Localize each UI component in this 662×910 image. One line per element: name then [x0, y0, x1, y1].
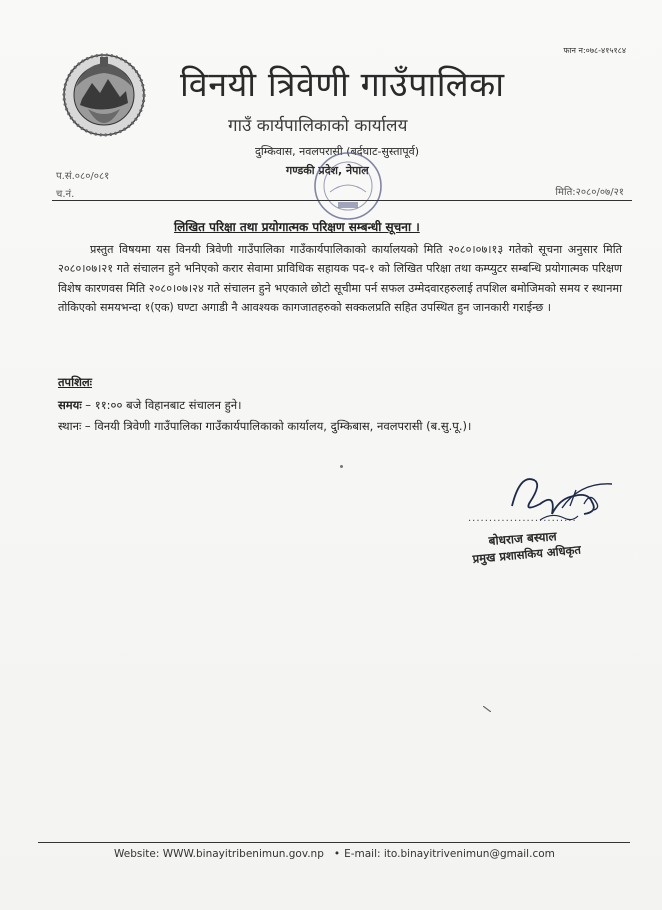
- time-label: समयः: [58, 398, 82, 412]
- dispatch-number: च.नं.: [56, 189, 75, 200]
- footer-bullet: •: [333, 848, 341, 860]
- footer-website: Website: WWW.binayitribenimun.gov.np: [114, 848, 324, 860]
- footer-email: E-mail: ito.binayitrivenimun@gmail.com: [344, 848, 555, 860]
- address-line-2: गण्डकी प्रदेश, नेपाल: [286, 164, 369, 177]
- notice-body: प्रस्तुत विषयमा यस विनयी त्रिवेणी गाउँपालिका गाउँकार्यपालिकाको कार्यालयको मिति २०८०।०७।१३ गतेको सूचना अनुसार मिति २०८०।०७।२१ गते संचालन हुने भनिएको करार सेवामा प्राविधिक सहायक पद-१ को लिखित परिक्षा तथा कम्प्युटर सम्बन्धि प्रयोगात्मक परिक्षण विशेष कारणवस मिति २०८०।०७।२४ गते संचालन हुने भएकाले छोटो सूचीमा पर्न सफल उम्मेदवारहरुलाई तपशिल बमोजिमको समय र स्थानमा तोकिएको समयभन्दा १(एक) घण्टा अगाडी नै आवश्यक कागजातहरुको सक्कलप्रति सहित उपस्थित हुन जानकारी गराईन्छ ।: [58, 243, 622, 314]
- ink-speck: [340, 465, 343, 468]
- address-line-1: दुम्किवास, नवलपरासी (बर्दघाट-सुस्तापूर्व): [255, 145, 419, 158]
- phone-number: फान न:०७८-४१५१८४: [563, 46, 626, 55]
- place-value: – विनयी त्रिवेणी गाउँपालिका गाउँकार्यपालिकाको कार्यालय, दुम्किबास, नवलपरासी (ब.सु.पू.)।: [81, 419, 472, 433]
- time-detail: [58, 398, 242, 413]
- office-stamp-icon: [310, 148, 386, 224]
- header-divider: [52, 200, 632, 201]
- place-detail: [58, 419, 471, 434]
- municipality-title: विनयी त्रिवेणी गाउँपालिका: [180, 65, 505, 105]
- office-subtitle: गाउँ कार्यपालिकाको कार्यालय: [228, 116, 408, 136]
- signatory-name: बोधराज बस्याल: [488, 529, 558, 548]
- letter-date: मिति:२०८०/०७/२१: [555, 187, 624, 198]
- signatory-designation: प्रमुख प्रशासकिय अधिकृत: [472, 542, 582, 566]
- details-heading: तपशिलः: [58, 375, 93, 389]
- municipality-emblem-icon: [62, 53, 146, 137]
- footer: [114, 848, 555, 860]
- footer-divider: [38, 842, 630, 843]
- notice-subject: लिखित परिक्षा तथा प्रयोगात्मक परिक्षण सम्बन्धी सूचना ।: [174, 220, 420, 234]
- time-value: – ११:०० बजे विहानबाट संचालन हुने।: [81, 398, 242, 412]
- reference-number: प.सं.०८०/०८१: [56, 171, 110, 182]
- signature-line: ..........................: [468, 513, 577, 524]
- place-label: स्थानः: [58, 419, 82, 433]
- pen-mark-icon: [483, 706, 491, 712]
